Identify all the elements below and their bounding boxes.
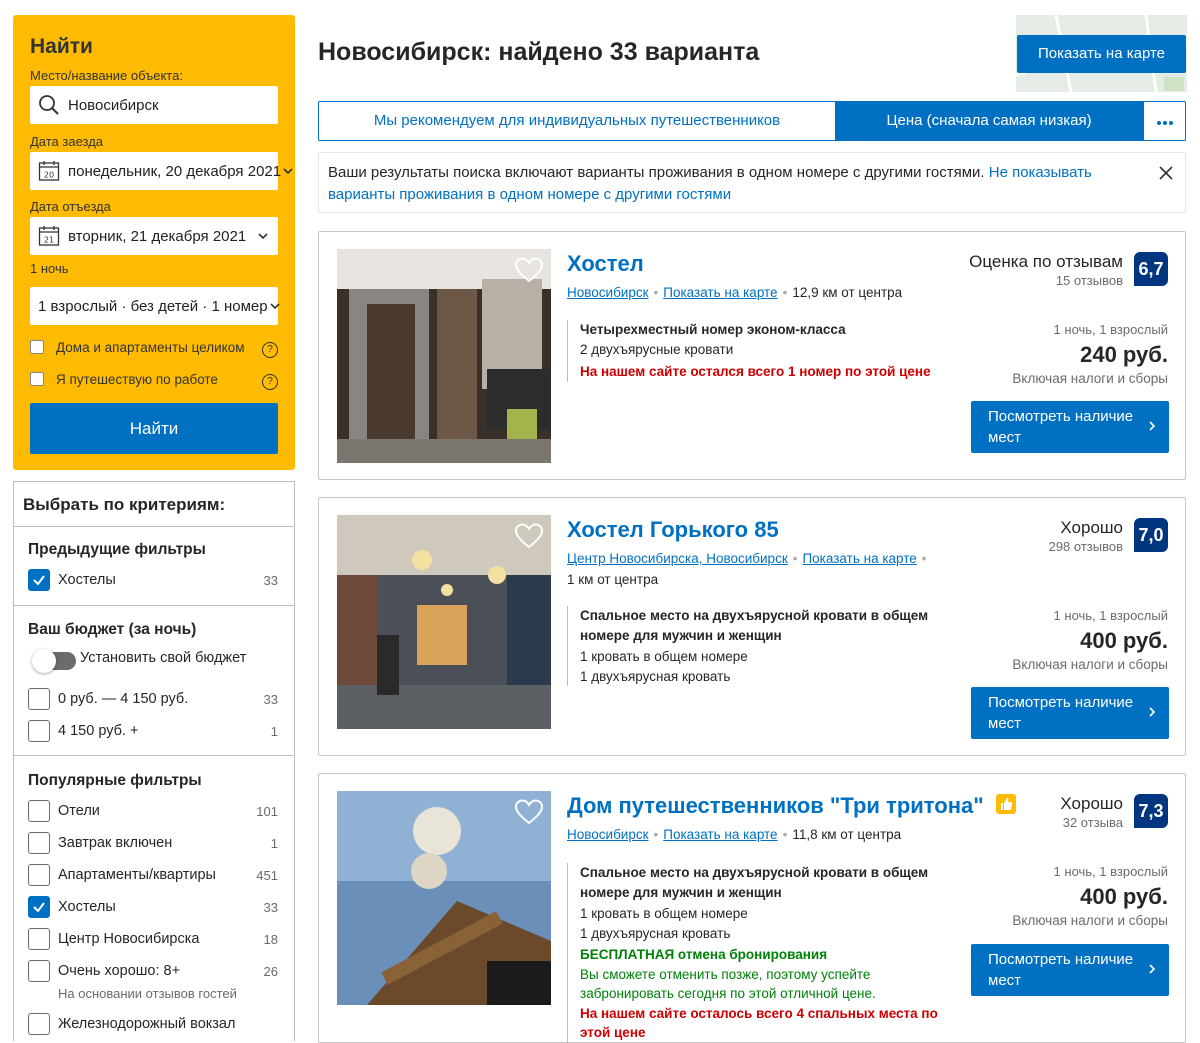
ellipsis-icon — [1155, 102, 1175, 140]
tab-price-lowest[interactable]: Цена (сначала самая низкая) — [835, 102, 1143, 140]
guests-value: 1 взрослый · без детей · 1 номер — [38, 297, 268, 315]
checkbox-checked[interactable] — [28, 569, 50, 591]
filter-count: 1 — [270, 836, 278, 851]
heart-icon[interactable] — [515, 257, 543, 283]
property-location-link[interactable]: Новосибирск — [567, 285, 649, 300]
whole-homes-label: Дома и апартаменты целиком — [56, 340, 245, 355]
checkout-field[interactable] — [30, 217, 278, 255]
destination-label: Место/название объекта: — [30, 68, 183, 83]
checkbox[interactable] — [28, 832, 50, 854]
checkout-value: вторник, 21 декабря 2021 — [68, 227, 247, 245]
divider — [14, 526, 294, 527]
distance: 12,9 км от центра — [792, 285, 903, 300]
heart-icon[interactable] — [515, 799, 543, 825]
checkbox[interactable] — [28, 688, 50, 710]
checkbox[interactable] — [28, 960, 50, 982]
property-card — [318, 497, 1186, 756]
notice-hide-link[interactable]: Не показывать варианты проживания в одном номере с другими гостями — [328, 164, 1092, 203]
property-location-line: Центр Новосибирска, Новосибирск • Показать на карте • — [567, 551, 927, 566]
taxes-note: Включая налоги и сборы — [1012, 657, 1168, 672]
filter-count: 1 — [270, 724, 278, 739]
chevron-right-icon — [1147, 962, 1157, 976]
property-photo[interactable] — [337, 791, 551, 1005]
business-travel-checkbox[interactable] — [30, 372, 44, 386]
room-bed: 1 двухъярусная кровать — [580, 925, 731, 941]
chevron-down-icon — [281, 164, 295, 178]
room-bed: 2 двухъярусные кровати — [580, 341, 734, 357]
chevron-right-icon — [1147, 419, 1157, 433]
search-icon — [38, 94, 60, 116]
filter-label: Завтрак включен — [58, 835, 173, 851]
close-icon[interactable] — [1159, 166, 1173, 180]
destination-input[interactable] — [30, 86, 278, 124]
score-badge: 7,3 — [1134, 794, 1168, 828]
filter-label: 0 руб. — 4 150 руб. — [58, 691, 189, 707]
whole-homes-checkbox[interactable] — [30, 340, 44, 354]
filter-count: 33 — [263, 692, 278, 707]
filter-count: 33 — [263, 900, 278, 915]
tab-recommended[interactable]: Мы рекомендуем для индивидуальных путешественников — [373, 112, 781, 129]
room-info — [567, 320, 947, 382]
stay-info: 1 ночь, 1 взрослый — [1053, 864, 1168, 879]
checkbox[interactable] — [28, 928, 50, 950]
page-title: Новосибирск: найдено 33 варианта — [318, 38, 760, 66]
guests-select[interactable] — [30, 287, 278, 325]
filter-railway-station[interactable] — [28, 1013, 278, 1037]
thumbs-up-icon — [996, 794, 1016, 814]
search-title: Найти — [30, 35, 93, 58]
filter-label: Хостелы — [58, 572, 116, 588]
review-count: 15 отзывов — [1055, 273, 1123, 288]
room-title: Спальное место на двухъярусной кровати в общем номере для мужчин и женщин — [580, 608, 929, 643]
svg-text:21: 21 — [43, 235, 55, 245]
button-label: Посмотреть наличие мест — [988, 951, 1134, 989]
filter-label: Центр Новосибирска — [58, 931, 200, 947]
show-on-map-link[interactable]: Показать на карте — [802, 551, 917, 566]
room-title: Четырехместный номер эконом-класса — [580, 322, 846, 337]
notice-text: Ваши результаты поиска включают варианты проживания в одном номере с другими гостями. — [328, 164, 985, 181]
room-info — [567, 863, 947, 1043]
search-box — [13, 15, 295, 470]
business-travel-label: Я путешествую по работе — [56, 372, 218, 387]
help-icon[interactable]: ? — [262, 342, 278, 358]
filter-label: Хостелы — [58, 899, 116, 915]
checkout-label: Дата отъезда — [30, 199, 111, 214]
filter-breakfast[interactable] — [28, 832, 278, 856]
score-badge: 6,7 — [1134, 252, 1168, 286]
rating-word: Хорошо — [1060, 518, 1123, 537]
show-on-map-button[interactable]: Показать на карте — [1017, 35, 1186, 73]
filter-hostels-previous[interactable] — [28, 569, 278, 593]
taxes-note: Включая налоги и сборы — [1012, 371, 1168, 386]
see-availability-button[interactable] — [971, 944, 1169, 996]
divider — [14, 605, 294, 606]
room-bed: 1 кровать в общем номере — [580, 649, 748, 664]
filter-count: 26 — [263, 964, 278, 979]
button-label: Посмотреть наличие мест — [988, 694, 1134, 732]
room-bed: 1 кровать в общем номере — [580, 906, 748, 921]
sort-bar — [318, 101, 1186, 141]
checkbox-checked[interactable] — [28, 896, 50, 918]
filter-label: Апартаменты/квартиры — [58, 867, 216, 883]
property-location-link[interactable]: Центр Новосибирска, Новосибирск — [567, 551, 788, 566]
property-name[interactable]: Хостел Горького 85 — [567, 517, 779, 542]
chevron-down-icon — [256, 229, 270, 243]
review-count: 32 отзыва — [1062, 815, 1123, 830]
rating-word: Хорошо — [1060, 794, 1123, 813]
taxes-note: Включая налоги и сборы — [1012, 913, 1168, 928]
divider — [14, 755, 294, 756]
see-availability-button[interactable] — [971, 401, 1169, 453]
filter-hostels[interactable] — [28, 896, 278, 920]
price: 240 руб. — [1080, 342, 1168, 367]
checkbox[interactable] — [28, 1013, 50, 1035]
filter-budget-1[interactable] — [28, 720, 278, 744]
filter-count: 33 — [263, 573, 278, 588]
score-badge: 7,0 — [1134, 518, 1168, 552]
popular-filters-title: Популярные фильтры — [28, 772, 202, 789]
room-bed: 1 двухъярусная кровать — [580, 668, 731, 684]
cancellation-note: Вы сможете отменить позже, поэтому успейте забронировать сегодня по этой отличной цене. — [580, 966, 876, 1001]
checkin-label: Дата заезда — [30, 134, 104, 149]
filters-panel — [13, 481, 295, 1041]
notice-text-block — [328, 162, 1148, 206]
show-on-map-link[interactable]: Показать на карте — [663, 827, 778, 842]
filters-header: Выбрать по критериям: — [23, 495, 226, 514]
availability-warning: На нашем сайте остался всего 1 номер по этой цене — [580, 364, 931, 379]
distance: 1 км от центра — [567, 572, 659, 587]
nights-label: 1 ночь — [30, 261, 69, 276]
filter-budget-0[interactable] — [28, 688, 278, 712]
property-photo[interactable] — [337, 249, 551, 463]
budget-title: Ваш бюджет (за ночь) — [28, 621, 197, 638]
check-icon — [32, 573, 46, 587]
heart-icon[interactable] — [515, 523, 543, 549]
help-icon[interactable]: ? — [262, 374, 278, 390]
checkin-value: понедельник, 20 декабря 2021 — [68, 162, 282, 180]
filter-count: 451 — [256, 868, 278, 883]
property-name[interactable]: Хостел — [567, 251, 644, 276]
property-location-link[interactable]: Новосибирск — [567, 827, 649, 842]
rating-word: Оценка по отзывам — [969, 252, 1123, 271]
filter-city-center[interactable] — [28, 928, 278, 952]
search-button[interactable]: Найти — [30, 403, 278, 454]
sort-more-button[interactable] — [1143, 102, 1185, 140]
button-label: Посмотреть наличие мест — [988, 408, 1134, 446]
stay-info: 1 ночь, 1 взрослый — [1053, 608, 1168, 623]
filter-apartments[interactable] — [28, 864, 278, 888]
distance: 11,8 км от центра — [792, 827, 902, 842]
property-card — [318, 231, 1186, 480]
filter-label: Отели — [58, 803, 100, 819]
filter-very-good[interactable] — [28, 960, 278, 984]
see-availability-button[interactable] — [971, 687, 1169, 739]
filter-count: 101 — [256, 804, 278, 819]
rating-note: На основании отзывов гостей — [58, 986, 237, 1001]
svg-text:20: 20 — [43, 170, 55, 180]
room-info — [567, 606, 947, 686]
calendar-icon — [38, 160, 60, 182]
filter-label: Очень хорошо: 8+ — [58, 963, 181, 979]
price: 400 руб. — [1080, 884, 1168, 909]
property-name[interactable]: Дом путешественников "Три тритона" — [567, 793, 984, 818]
property-name-row — [567, 793, 1016, 819]
room-title: Спальное место на двухъярусной кровати в общем номере для мужчин и женщин — [580, 865, 929, 900]
budget-toggle[interactable] — [34, 652, 76, 670]
chevron-right-icon — [1147, 705, 1157, 719]
show-on-map-link[interactable]: Показать на карте — [663, 285, 778, 300]
review-count: 298 отзывов — [1048, 539, 1123, 554]
price: 400 руб. — [1080, 628, 1168, 653]
filter-label: Железнодорожный вокзал — [58, 1016, 236, 1032]
property-location-line: Новосибирск • Показать на карте • 11,8 км от центра — [567, 827, 902, 842]
checkbox[interactable] — [28, 800, 50, 822]
budget-toggle-row[interactable] — [28, 652, 278, 676]
shared-rooms-notice — [318, 152, 1186, 213]
property-photo[interactable] — [337, 515, 551, 729]
budget-toggle-label: Установить свой бюджет — [80, 650, 247, 666]
filter-hotels[interactable] — [28, 800, 278, 824]
checkin-field[interactable] — [30, 152, 282, 190]
destination-value: Новосибирск — [68, 96, 159, 114]
calendar-icon — [38, 225, 60, 247]
checkbox[interactable] — [28, 720, 50, 742]
free-cancellation: БЕСПЛАТНАЯ отмена бронирования — [580, 947, 828, 962]
availability-warning: На нашем сайте осталось всего 4 спальных места по этой цене — [580, 1005, 938, 1040]
filter-label: 4 150 руб. + — [58, 723, 139, 739]
property-card — [318, 773, 1186, 1043]
chevron-down-icon — [268, 299, 282, 313]
checkbox[interactable] — [28, 864, 50, 886]
check-icon — [32, 900, 46, 914]
filter-count: 18 — [263, 932, 278, 947]
stay-info: 1 ночь, 1 взрослый — [1053, 322, 1168, 337]
previous-filters-title: Предыдущие фильтры — [28, 541, 206, 558]
property-location-line: Новосибирск • Показать на карте • 12,9 км от центра — [567, 285, 903, 300]
